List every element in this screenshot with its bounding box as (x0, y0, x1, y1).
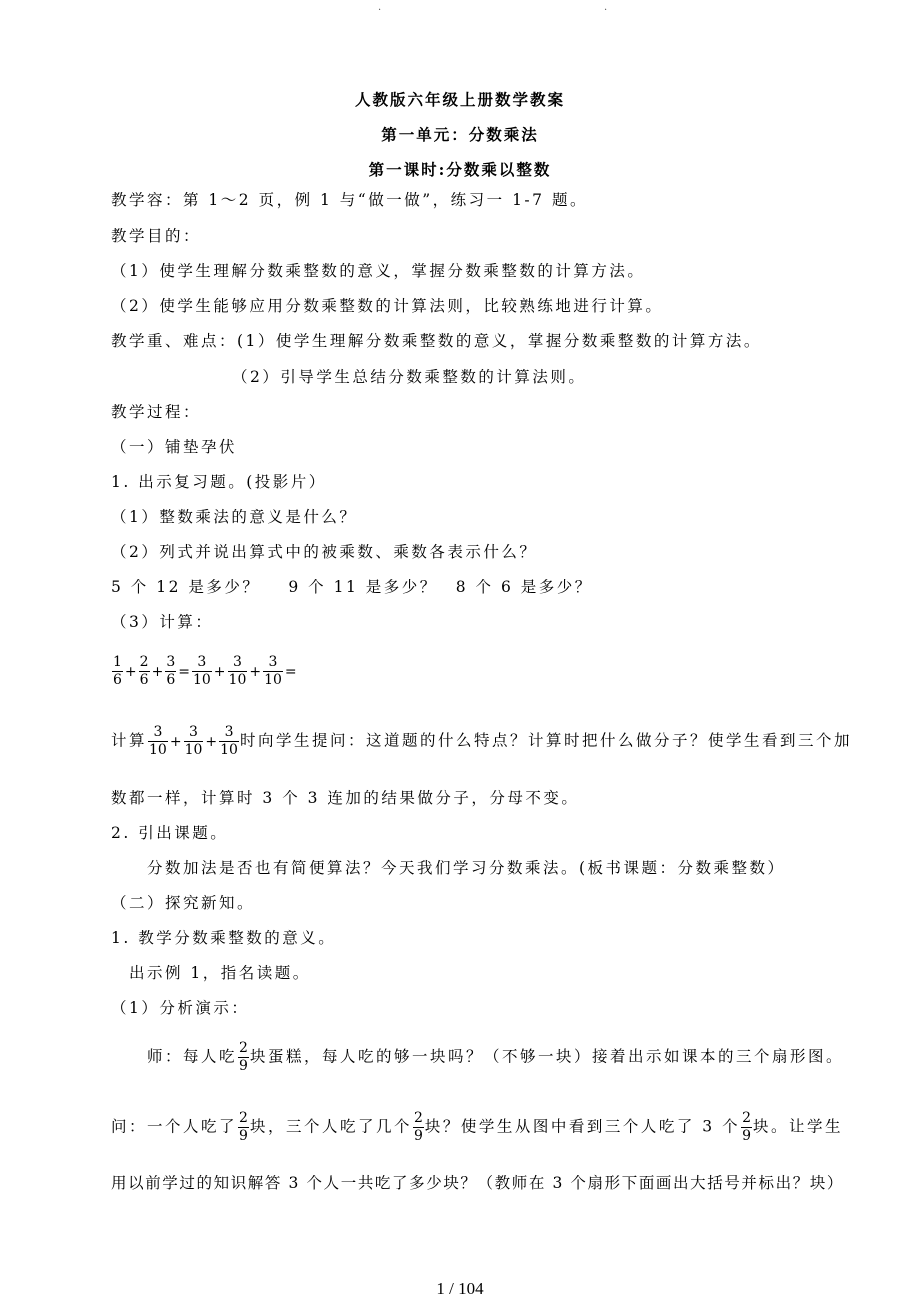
goal-1: （1）使学生理解分数乘整数的意义，掌握分数乘整数的计算方法。 (111, 262, 646, 280)
equation-line: $\frac{1}{6}$ + $\frac{2}{6}$ + $\frac{3}{6}$ = $\frac{3}{10}$ + $\frac{3}{10}$ + $\frac{3}{10}$ = (113, 654, 297, 688)
question-line: 问：一个人吃了 $\frac{2}{9}$ 块，三个人吃了几个 $\frac{2}{9}$ 块？使学生从图中看到三个人吃了 3 个 $\frac{2}{9}$ 块。让学生 (111, 1110, 844, 1144)
new-knowledge-1: 1. 教学分数乘整数的意义。 (111, 929, 337, 947)
goal-2: （2）使学生能够应用分数乘整数的计算法则，比较熟练地进行计算。 (111, 297, 664, 315)
key-points-line-1: 教学重、难点：(1）使学生理解分数乘整数的意义，掌握分数乘整数的计算方法。 (111, 332, 762, 350)
question-2-examples (111, 577, 593, 597)
calc-line-1: 计算 $\frac{3}{10}$ + $\frac{3}{10}$ + $\frac{3}{10}$ 时向学生提问：这道题的什么特点？计算时把什么做分子？使学生看到三个加 (111, 724, 852, 758)
example-b: 9 个 11 是多少？ (288, 578, 438, 596)
step-1: 1. 出示复习题。(投影片） (111, 473, 327, 491)
example-line: 出示例 1，指名读题。 (129, 964, 311, 982)
document-title: 人教版六年级上册数学教案 (354, 90, 565, 109)
fraction: $\frac{2}{6}$ (139, 654, 149, 688)
question-1: （1）整数乘法的意义是什么？ (111, 508, 358, 526)
fraction: $\frac{2}{9}$ (413, 1110, 423, 1144)
fraction: $\frac{1}{6}$ (113, 654, 122, 688)
example-a: 5 个 12 是多少？ (111, 578, 261, 596)
analysis-line: （1）分析演示： (111, 999, 250, 1017)
fraction: $\frac{2}{9}$ (239, 1040, 248, 1074)
key-points-line-2: （2）引导学生总结分数乘整数的计算法则。 (232, 368, 587, 386)
header-dot-left: . (378, 2, 382, 13)
example-c: 8 个 6 是多少？ (455, 578, 593, 596)
part-1-heading: （一）铺垫孕伏 (111, 438, 238, 456)
fraction: $\frac{3}{10}$ (220, 724, 238, 758)
goals-heading: 教学目的： (111, 227, 202, 245)
step-2: 2. 引出课题。 (111, 824, 229, 842)
fraction: $\frac{3}{10}$ (264, 654, 282, 688)
fraction: $\frac{2}{9}$ (742, 1110, 752, 1144)
unit-title: 第一单元：分数乘法 (381, 125, 539, 144)
fraction: $\frac{2}{9}$ (239, 1110, 248, 1144)
fraction: $\frac{3}{10}$ (149, 724, 167, 758)
process-heading: 教学过程： (111, 403, 202, 421)
part-2-heading: （二）探究新知。 (111, 894, 256, 912)
last-line: 用以前学过的知识解答 3 个人一共吃了多少块？（教师在 3 个扇形下面画出大括号并标出？块） (111, 1174, 845, 1192)
fraction: $\frac{3}{10}$ (184, 724, 203, 758)
question-3: （3）计算： (111, 613, 214, 631)
calc-line-2: 数都一样，计算时 3 个 3 连加的结果做分子，分母不变。 (111, 789, 580, 807)
fraction: $\frac{3}{10}$ (192, 654, 211, 688)
page-number: 1 / 104 (436, 1279, 484, 1298)
header-dot-right: . (604, 2, 608, 13)
intro-line: 分数加法是否也有简便算法？今天我们学习分数乘法。(板书课题：分数乘整数） (147, 859, 786, 877)
lesson-title: 第一课时:分数乘以整数 (368, 160, 552, 179)
teacher-line: 师：每人吃 $\frac{2}{9}$ 块蛋糕，每人吃的够一块吗？（不够一块）接着出示如课本的三个扇形图。 (147, 1040, 844, 1074)
question-2: （2）列式并说出算式中的被乘数、乘数各表示什么？ (111, 543, 538, 561)
fraction: $\frac{3}{10}$ (228, 654, 247, 688)
fraction: $\frac{3}{6}$ (166, 654, 176, 688)
content-line: 教学容：第 1～2 页，例 1 与“做一做”，练习一 1-7 题。 (111, 191, 588, 209)
